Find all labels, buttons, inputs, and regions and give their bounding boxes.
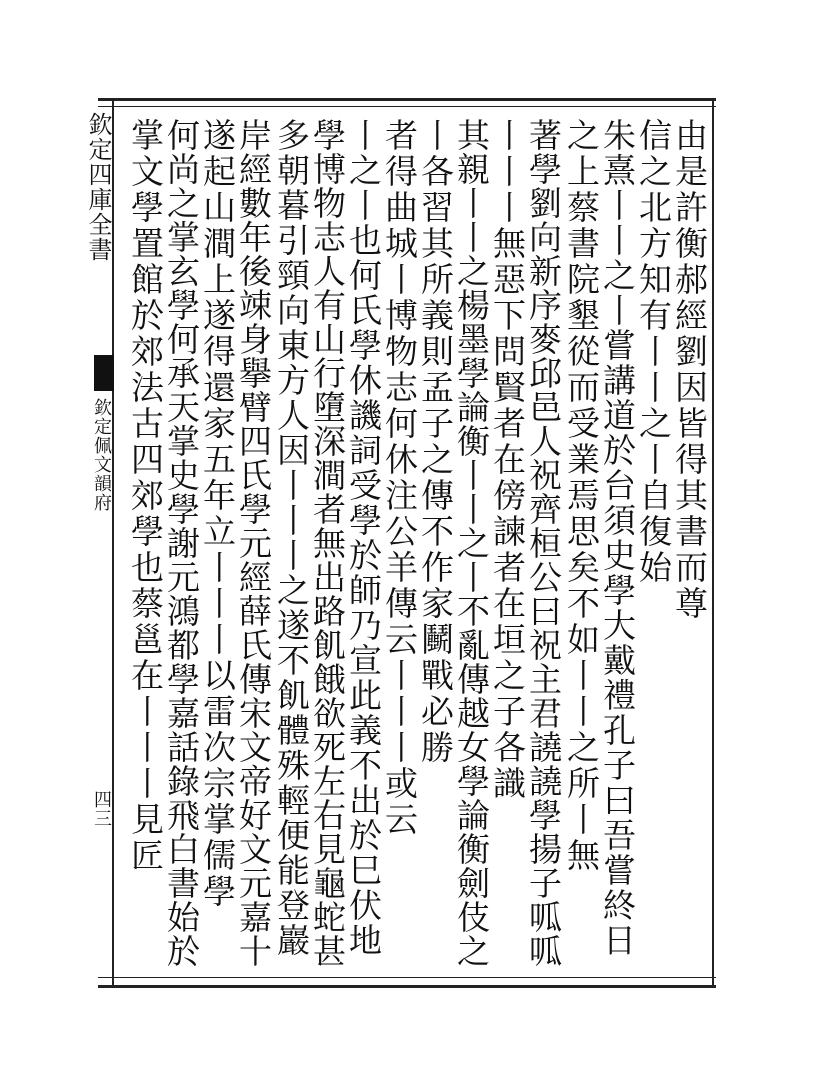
text-column-7: 其親丨丨之楊墨學論衡丨丨之丨不亂傳越女學論衡劍伎之 [452,118,491,968]
text-column-1: 由是許衡郝經劉因皆得其書而尊 [670,118,709,622]
text-column-15: 何尚之掌玄學何承天掌史學謝元鴻都學嘉話錄飛白書始於 [162,118,201,968]
text-column-2: 信之北方知有丨丨之丨自復始 [634,118,673,586]
margin-page-number: 四三 [91,790,112,828]
bottom-border-rule [98,985,716,988]
text-column-5: 著學劉向新序麥邱邑人祝齊桓公曰祝主君譊譊學揚子呱呱 [524,118,563,968]
text-column-16: 掌文學置館於郊法古四郊學也蔡邕在丨丨丨見匠 [126,118,165,874]
text-column-3: 朱熹丨丨之丨嘗講道於台須史學大戴禮孔子曰吾嘗終日 [598,118,637,958]
margin-book-title: 欽定佩文韻府 [91,398,112,512]
top-inner-rule [98,106,716,107]
text-column-8: 丨各習其所義則孟子之傳不作家鬭戰必勝 [416,118,455,766]
text-column-13: 岸經數年後竦身擧臂四氏學元經薛氏傳宋文帝好文元嘉十 [234,118,273,968]
text-column-12: 多朝暮引頸向東方人因丨丨丨之遂不飢體殊輕便能登巖 [272,118,311,958]
margin-top-label: 欽定四庫全書 [84,112,112,262]
text-column-4: 之上蔡書院墾從而受業焉思矣不如丨丨之所丨無 [562,118,601,874]
text-column-6: 丨丨丨無惡下問賢者在傍諫者在垣之子各識 [488,118,527,802]
fish-tail-mark [94,355,114,391]
top-border-rule [98,98,716,101]
text-column-10: 丨之丨也何氏學休譏詞受學於師乃宣此義不出於巳伏地 [344,118,383,958]
text-column-9: 者得曲城丨博物志何休注公羊傳云丨丨丨或云 [380,118,419,838]
text-column-14: 遂起山澗上遂得還家五年立丨丨丨以雷次宗掌儒學 [198,118,237,910]
text-column-11: 學博物志人有山行墮深澗者無出路飢餓欲死左右見龜蛇甚 [308,118,347,968]
right-border-rule [712,98,714,988]
